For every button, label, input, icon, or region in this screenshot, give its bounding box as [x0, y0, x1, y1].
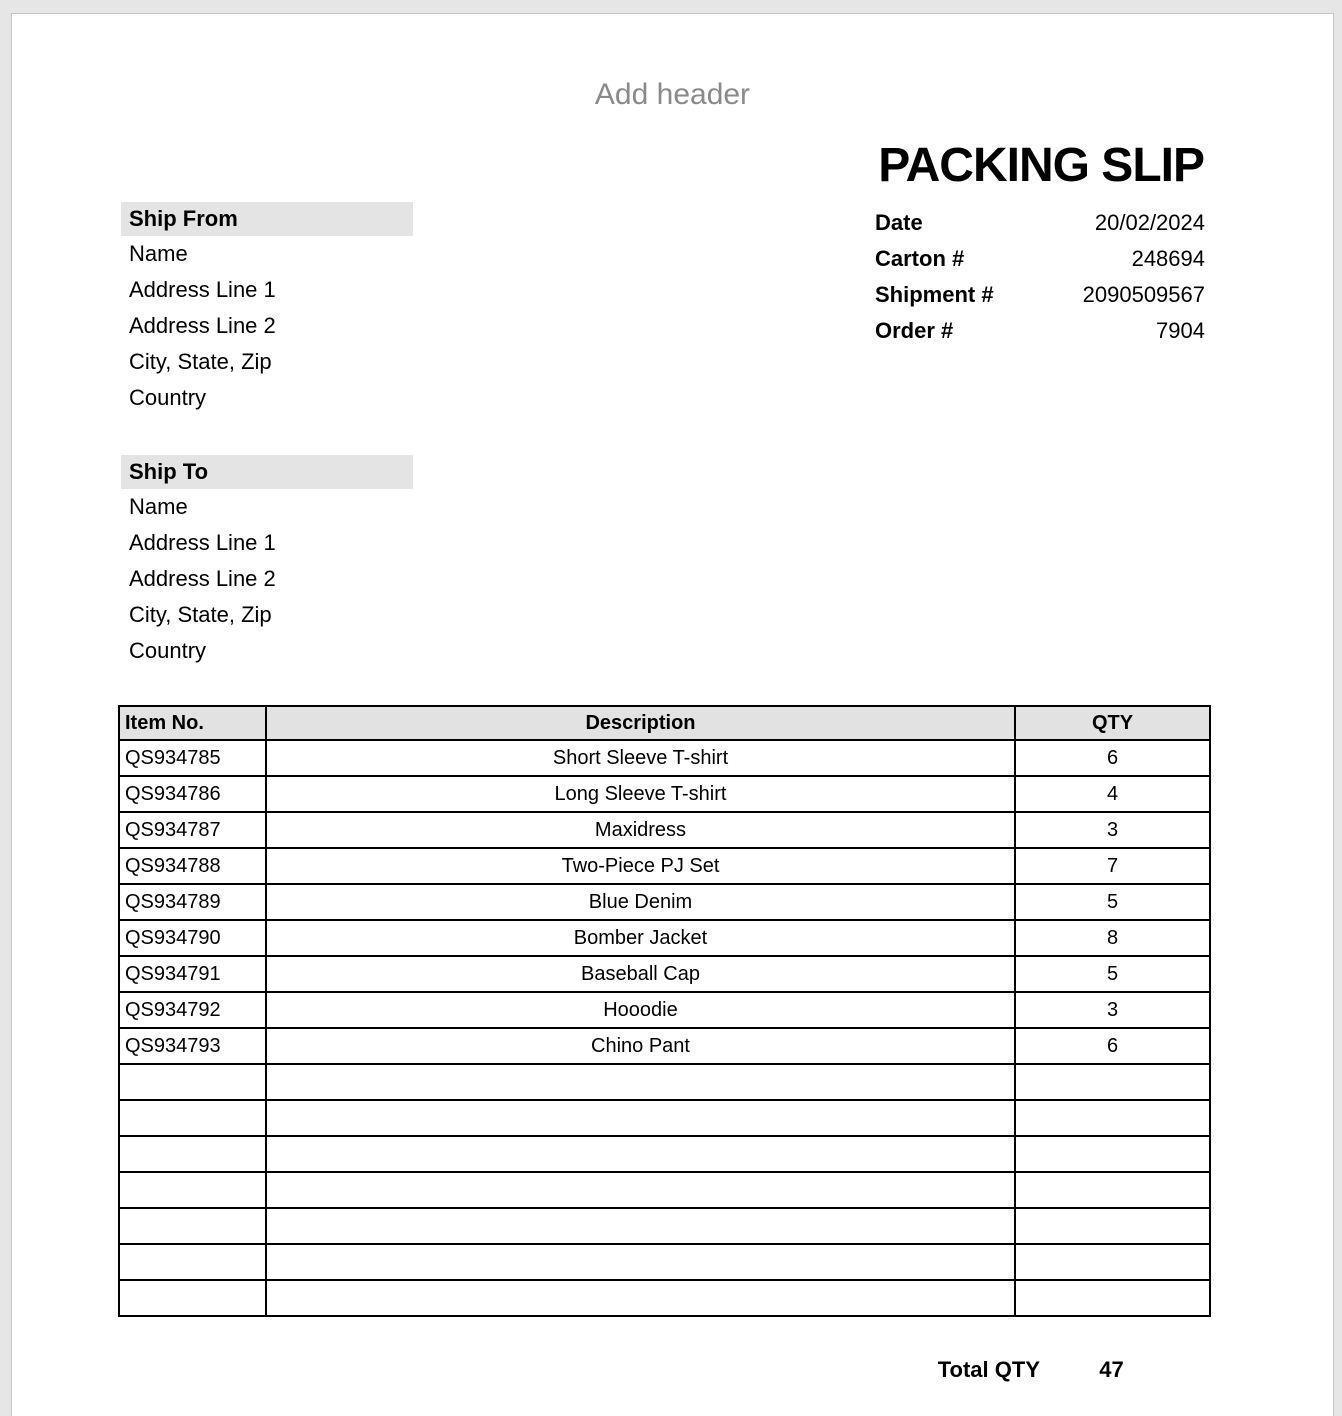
ship-from-section [121, 202, 413, 416]
address-line: City, State, Zip [129, 602, 272, 627]
items-table [118, 705, 1211, 1317]
cell-description: Maxidress [266, 812, 1015, 848]
cell-item-no: QS934789 [119, 884, 266, 920]
cell-description: Hooodie [266, 992, 1015, 1028]
cell-item-no: QS934785 [119, 740, 266, 776]
cell-description [266, 1100, 1015, 1136]
shipment-meta-block [875, 205, 1205, 349]
meta-label: Carton # [875, 246, 965, 271]
cell-item-no: QS934793 [119, 1028, 266, 1064]
table-row [119, 956, 1210, 992]
cell-qty: 6 [1015, 740, 1210, 776]
cell-qty: 6 [1015, 1028, 1210, 1064]
empty-table-row [119, 1136, 1210, 1172]
cell-item-no: QS934791 [119, 956, 266, 992]
cell-item-no: QS934787 [119, 812, 266, 848]
cell-description: Two-Piece PJ Set [266, 848, 1015, 884]
total-qty-value: 47 [1099, 1357, 1124, 1382]
address-line: Address Line 2 [129, 313, 276, 338]
cell-description: Blue Denim [266, 884, 1015, 920]
meta-row [875, 205, 1205, 241]
cell-qty [1015, 1208, 1210, 1244]
address-line: Name [129, 241, 188, 266]
meta-value: 2090509567 [1082, 282, 1205, 307]
column-header-item-no: Item No. [119, 706, 266, 740]
cell-qty: 7 [1015, 848, 1210, 884]
add-header-placeholder[interactable]: Add header [594, 78, 751, 111]
empty-table-row [119, 1280, 1210, 1316]
cell-item-no [119, 1280, 266, 1316]
cell-item-no [119, 1064, 266, 1100]
cell-qty: 4 [1015, 776, 1210, 812]
meta-value: 7904 [1156, 318, 1205, 343]
cell-item-no [119, 1136, 266, 1172]
table-row [119, 812, 1210, 848]
cell-description: Long Sleeve T-shirt [266, 776, 1015, 812]
table-row [119, 776, 1210, 812]
cell-description [266, 1208, 1015, 1244]
cell-item-no: QS934788 [119, 848, 266, 884]
table-row [119, 992, 1210, 1028]
table-row [119, 1028, 1210, 1064]
cell-qty: 3 [1015, 992, 1210, 1028]
meta-row [875, 241, 1205, 277]
column-header-qty: QTY [1015, 706, 1210, 740]
cell-item-no [119, 1208, 266, 1244]
cell-description: Baseball Cap [266, 956, 1015, 992]
meta-label: Shipment # [875, 282, 994, 307]
cell-description: Bomber Jacket [266, 920, 1015, 956]
cell-item-no [119, 1172, 266, 1208]
cell-qty [1015, 1100, 1210, 1136]
cell-qty [1015, 1172, 1210, 1208]
cell-item-no: QS934790 [119, 920, 266, 956]
cell-description: Chino Pant [266, 1028, 1015, 1064]
table-header-row [119, 706, 1210, 740]
cell-description [266, 1172, 1015, 1208]
address-line: Country [129, 638, 207, 663]
empty-table-row [119, 1172, 1210, 1208]
column-header-description: Description [266, 706, 1015, 740]
cell-description [266, 1280, 1015, 1316]
cell-qty [1015, 1280, 1210, 1316]
cell-qty [1015, 1244, 1210, 1280]
cell-description [266, 1136, 1015, 1172]
document-title: PACKING SLIP [878, 139, 1204, 192]
meta-row [875, 277, 1205, 313]
cell-qty: 5 [1015, 956, 1210, 992]
address-line: Address Line 1 [129, 277, 276, 302]
table-row [119, 848, 1210, 884]
empty-table-row [119, 1064, 1210, 1100]
cell-qty [1015, 1064, 1210, 1100]
cell-item-no [119, 1244, 266, 1280]
cell-item-no: QS934792 [119, 992, 266, 1028]
meta-label: Date [875, 210, 923, 235]
cell-item-no: QS934786 [119, 776, 266, 812]
empty-table-row [119, 1208, 1210, 1244]
cell-qty [1015, 1136, 1210, 1172]
address-line: Country [129, 385, 207, 410]
cell-item-no [119, 1100, 266, 1136]
meta-value: 20/02/2024 [1094, 210, 1205, 235]
table-row [119, 884, 1210, 920]
cell-qty: 5 [1015, 884, 1210, 920]
cell-description [266, 1244, 1015, 1280]
ship-from-lines [121, 236, 413, 416]
address-line: Name [129, 494, 188, 519]
ship-to-section [121, 455, 413, 669]
total-qty-label: Total QTY [937, 1357, 1040, 1382]
document-page [11, 13, 1334, 1416]
empty-table-row [119, 1244, 1210, 1280]
address-line: City, State, Zip [129, 349, 272, 374]
empty-table-row [119, 1100, 1210, 1136]
cell-qty: 3 [1015, 812, 1210, 848]
total-qty-row [118, 1352, 1209, 1388]
cell-description [266, 1064, 1015, 1100]
cell-qty: 8 [1015, 920, 1210, 956]
meta-row [875, 313, 1205, 349]
ship-from-header: Ship From [121, 202, 413, 236]
table-row [119, 920, 1210, 956]
table-row [119, 740, 1210, 776]
ship-to-lines [121, 489, 413, 669]
address-line: Address Line 1 [129, 530, 276, 555]
meta-label: Order # [875, 318, 954, 343]
address-line: Address Line 2 [129, 566, 276, 591]
ship-to-header: Ship To [121, 455, 413, 489]
cell-description: Short Sleeve T-shirt [266, 740, 1015, 776]
meta-value: 248694 [1131, 246, 1205, 271]
